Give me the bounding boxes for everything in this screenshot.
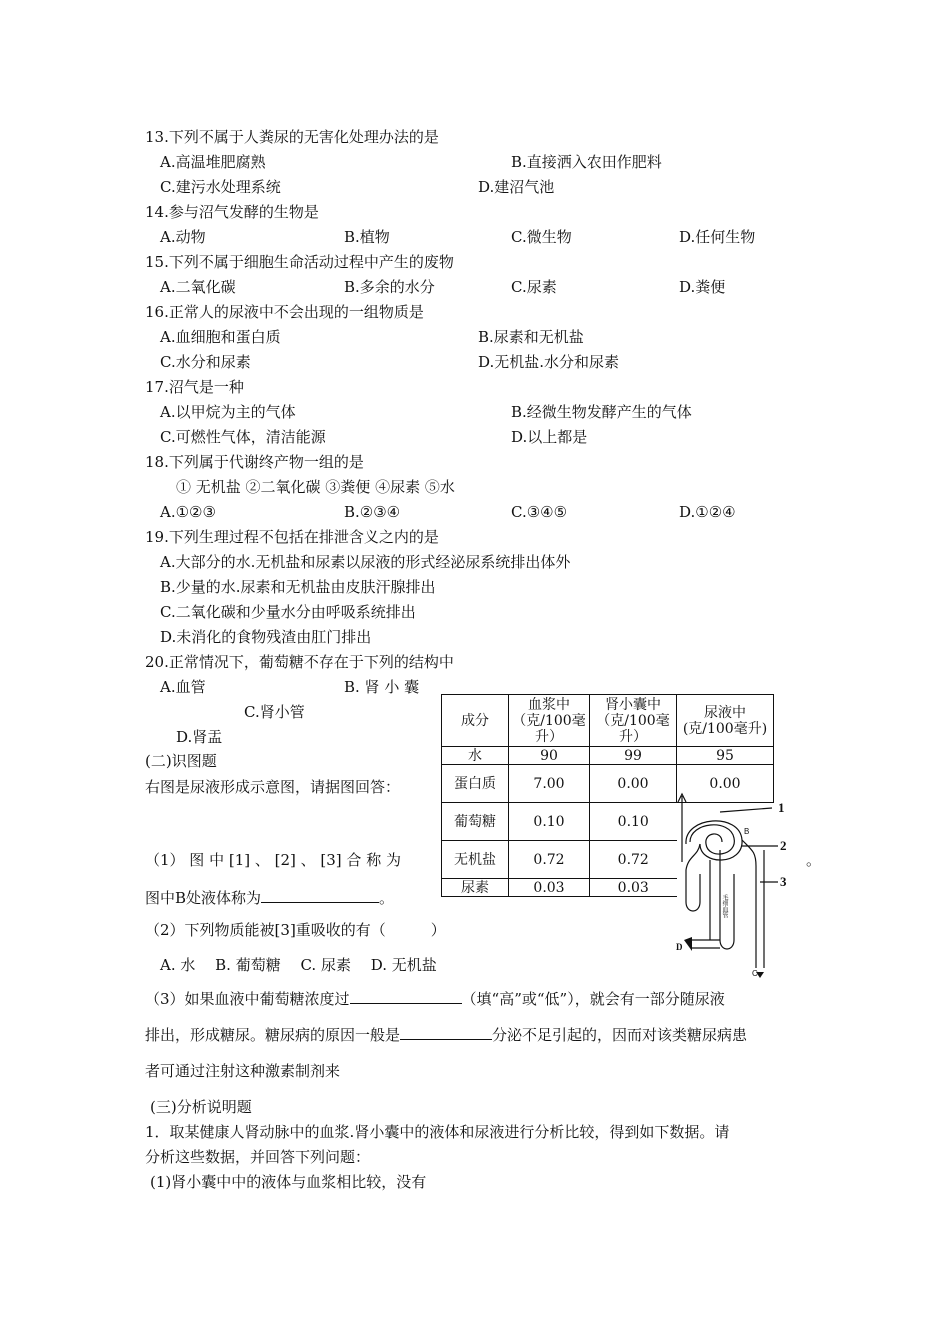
section-2-q2: （2）下列物质能被[3]重吸收的有（ ） (145, 921, 446, 939)
question-14: 14.参与沼气发酵的生物是 (145, 203, 319, 221)
leader-line-1 (720, 808, 772, 812)
collecting-duct (742, 840, 756, 968)
label-c: C (752, 969, 758, 978)
option-17-c: C.可燃性气体，清洁能源 (160, 428, 326, 446)
section-2-q2-options: A. 水 B. 葡萄糖 C. 尿素 D. 无机盐 (160, 956, 437, 974)
answer-blank[interactable] (350, 989, 462, 1004)
table-header-cell: 肾小囊中（克/100毫升） (590, 695, 677, 747)
option-18-c: C.③④⑤ (511, 503, 568, 521)
section-3-q1-line1: 1．取某健康人肾动脉中的血浆.肾小囊中的液体和尿液进行分析比较，得到如下数据。请 (145, 1123, 730, 1141)
section-2-q1-b (145, 888, 394, 908)
option-17-d: D.以上都是 (511, 428, 588, 446)
section-2-q3-line3: 者可通过注射这种激素制剂来 (145, 1062, 341, 1080)
answer-blank[interactable] (400, 1025, 492, 1040)
option-13-b: B.直接洒入农田作肥料 (511, 153, 662, 171)
section-2-q1 (145, 850, 401, 870)
renal-tubule (686, 844, 700, 911)
question-17: 17.沼气是一种 (145, 378, 244, 396)
label-d: D (676, 942, 683, 952)
option-17-b: B.经微生物发酵产生的气体 (511, 403, 692, 421)
table-cell: 90 (509, 747, 590, 765)
option-14-d: D.任何生物 (679, 228, 756, 246)
option-15-a: A.二氧化碳 (160, 278, 236, 296)
table-cell: 0.10 (509, 803, 590, 841)
table-cell: 95 (677, 747, 774, 765)
option-20-a: A.血管 (160, 678, 206, 696)
option-19-a: A.大部分的水.无机盐和尿素以尿液的形式经泌尿系统排出体外 (160, 553, 571, 571)
nephron-diagram (660, 790, 810, 978)
option-16-b: B.尿素和无机盐 (478, 328, 584, 346)
table-cell: 0.00 (590, 765, 677, 803)
section-2-q1-tail: 。 (806, 851, 822, 869)
option-20-b: B. 肾 小 囊 (344, 678, 420, 696)
option-20-c: C.肾小管 (244, 703, 305, 721)
section-2-q3-b: （填“高”或“低”），就会有一部分随尿液 (461, 990, 725, 1008)
question-20: 20.正常情况下，葡萄糖不存在于下列的结构中 (145, 653, 454, 671)
option-16-a: A.血细胞和蛋白质 (160, 328, 281, 346)
table-cell: 水 (442, 747, 509, 765)
question-16: 16.正常人的尿液中不会出现的一组物质是 (145, 303, 424, 321)
table-cell: 0.00 (677, 765, 774, 803)
question-19: 19.下列生理过程不包括在排泄含义之内的是 (145, 528, 439, 546)
section-2-heading: (二)识图题 (145, 752, 217, 770)
table-cell: 0.03 (509, 879, 590, 897)
question-18-items: ① 无机盐 ②二氧化碳 ③粪便 ④尿素 ⑤水 (176, 478, 455, 496)
table-cell: 7.00 (509, 765, 590, 803)
glomerulus (690, 825, 734, 854)
table-cell: 99 (590, 747, 677, 765)
section-2-q3-a: （3）如果血液中葡萄糖浓度过 (145, 990, 350, 1008)
option-15-c: C.尿素 (511, 278, 557, 296)
option-14-b: B.植物 (344, 228, 390, 246)
option-13-c: C.建污水处理系统 (160, 178, 281, 196)
option-20-d: D.肾盂 (176, 728, 223, 746)
label-1: 1 (778, 800, 785, 815)
table-cell: 尿素 (442, 879, 509, 897)
option-19-c: C.二氧化碳和少量水分由呼吸系统排出 (160, 603, 416, 621)
table-cell: 蛋白质 (442, 765, 509, 803)
option-17-a: A.以甲烷为主的气体 (160, 403, 296, 421)
section-3-q1-line2: 分析这些数据，并回答下列问题： (145, 1148, 371, 1166)
option-18-d: D.①②④ (679, 503, 736, 521)
section-2-q3-line2 (145, 1025, 747, 1045)
table-cell: 0.72 (590, 841, 677, 879)
section-3-heading: (三)分析说明题 (150, 1098, 252, 1116)
label-3: 3 (780, 874, 787, 889)
section-2-q1-b-text: 图中B处液体称为 (145, 889, 262, 907)
option-15-d: D.粪便 (679, 278, 726, 296)
table-header-cell: 血浆中（克/100毫升） (509, 695, 590, 747)
option-14-c: C.微生物 (511, 228, 572, 246)
section-2-q1-text: （1） 图 中 [1] 、 [2] 、 [3] 合 称 为 (145, 851, 401, 869)
answer-blank[interactable] (261, 888, 379, 903)
option-16-c: C.水分和尿素 (160, 353, 251, 371)
table-header-cell: 尿液中(克/100毫升) (677, 695, 774, 747)
section-2-q3-c: 排出，形成糖尿。糖尿病的原因一般是 (145, 1026, 401, 1044)
table-cell: 无机盐 (442, 841, 509, 879)
question-15: 15.下列不属于细胞生命活动过程中产生的废物 (145, 253, 454, 271)
option-19-b: B.少量的水.尿素和无机盐由皮肤汗腺排出 (160, 578, 436, 596)
option-15-b: B.多余的水分 (344, 278, 435, 296)
table-header-row (442, 695, 774, 747)
section-2-q3-d: 分泌不足引起的，因而对该类糖尿病患 (492, 1026, 748, 1044)
option-19-d: D.未消化的食物残渣由肛门排出 (160, 628, 372, 646)
option-13-a: A.高温堆肥腐熟 (160, 153, 266, 171)
label-capillary: 毛细血管 (721, 894, 727, 918)
label-2: 2 (780, 838, 787, 853)
section-2-q1-b-end: 。 (379, 889, 395, 907)
arrow-left-icon (684, 937, 692, 951)
section-2-q3-line1 (145, 989, 725, 1009)
option-16-d: D.无机盐.水分和尿素 (478, 353, 620, 371)
question-18: 18.下列属于代谢终产物一组的是 (145, 453, 364, 471)
section-3-q1-sub: (1)肾小囊中中的液体与血浆相比较，没有 (150, 1173, 427, 1191)
option-14-a: A.动物 (160, 228, 206, 246)
label-b: B (744, 827, 750, 836)
table-row (442, 747, 774, 765)
section-2-intro: 右图是尿液形成示意图，请据图回答： (145, 778, 401, 796)
option-18-a: A.①②③ (160, 503, 216, 521)
table-cell: 葡萄糖 (442, 803, 509, 841)
question-13: 13.下列不属于人粪尿的无害化处理办法的是 (145, 128, 439, 146)
table-cell: 0.03 (590, 879, 677, 897)
table-cell: 0.10 (590, 803, 677, 841)
option-18-b: B.②③④ (344, 503, 401, 521)
option-13-d: D.建沼气池 (478, 178, 555, 196)
table-header-cell: 成分 (442, 695, 509, 747)
table-cell: 0.72 (509, 841, 590, 879)
